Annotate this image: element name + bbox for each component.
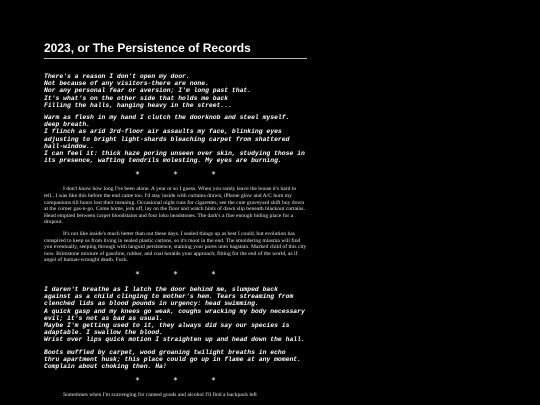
verse-line: Maybe I'm getting used to it, they always did say our species is adaptable. I swallow the blood. xyxy=(44,321,290,337)
verse-line: I flinch as arid 3rd-floor air assaults my face, blinking eyes adjusting to bright light-shards bleaching carpet from shattered hall-window.. xyxy=(44,128,290,150)
divider-asterisk: * xyxy=(173,170,178,180)
divider-asterisk: * xyxy=(135,170,140,180)
verse-line: It's what's on the other side that holds me back xyxy=(44,94,229,102)
divider-asterisk: * xyxy=(135,269,140,279)
verse-line: I can feel it: thick haze poring unseen over skin, studying those in its presence, wafting tendrils molesting. My eyes are burning. xyxy=(44,150,305,165)
verse-line: Filling the halls, hanging heavy in the street... xyxy=(44,101,232,109)
prose-paragraph: I don't know how long I've been alone. A year or so I guess. When you rarely leave the house it's hard to tell.. I was like this before the end came too. I'd stay inside with curtains drawn, iPhone glow and A/C hum my companions till hours lost their meaning. Occasional night runs for cigarettes, see the cute graveyard shift boy down at the corner gas-n-go. Come home, jerk off, lay on the floor and watch hints of dawn slip beneath blackout curtains. Head emptied between carpet bloodstains and four loko headstones. The dark's a fine enough hiding place for a dropout. xyxy=(44,186,305,226)
verse-line: Boots muffled by carpet, wood groaning twilight breaths in echo xyxy=(44,348,286,356)
verse-line: There's a reason I don't open my door. xyxy=(44,73,190,80)
verse-line: Nor any personal fear or aversion; I'm long past that. xyxy=(44,87,252,95)
section-divider xyxy=(44,270,307,280)
divider-asterisk: * xyxy=(135,376,140,386)
prose-paragraph: It's not like inside's much better than out these days. I sealed things up as best I could, but evolution has conspired to keep us from living in sealed plastic cartons, so it's moot in the end. The smoldering miasma will find you eventually, seeping through with languid persistence, staining your pores unto bagstain. Marked child of this city now. Brimstone mixture of gasoline, rubber, and coal heralds your approach; fitting for the end of the world, as if angel of human-wrought death. Fuck. xyxy=(44,231,307,264)
verse-line: A quick gasp and my knees go weak, coughs wracking my body necessary evil; it's not as bad as usual. xyxy=(44,307,305,322)
verse-stanza-3 xyxy=(44,286,307,344)
verse-line: Warm as flesh in my hand I clutch the doorknob and steel myself. deep breath. xyxy=(44,114,290,129)
verse-stanza-1 xyxy=(44,73,307,109)
section-divider xyxy=(44,376,307,386)
divider-asterisk: * xyxy=(211,170,216,180)
divider-asterisk: * xyxy=(173,269,178,279)
verse-stanza-2 xyxy=(44,114,307,164)
divider-asterisk: * xyxy=(211,376,216,386)
post-title: 2023, or The Persistence of Records xyxy=(44,41,251,55)
prose-paragraph: Sometimes when I'm scavenging for canned goods and alcohol I'll find a backpack left xyxy=(63,392,257,399)
verse-line: Not because of any visitors-there are none. xyxy=(44,80,209,88)
divider-asterisk: * xyxy=(173,376,178,386)
title-divider xyxy=(44,58,307,59)
verse-line: I daren't breathe as I latch the door behind me, slumped back against as a child clinging to mother's hem. Tears streaming from clenched lids as blood pounds in urgency: head swimming. xyxy=(44,285,294,308)
divider-asterisk: * xyxy=(211,269,216,279)
verse-line: Complain about choking then. Ha! xyxy=(44,363,167,370)
verse-line: thru apartment husk; this place could go up in flame at any moment. xyxy=(44,355,301,363)
post-body xyxy=(44,73,307,399)
section-divider xyxy=(44,170,307,180)
verse-stanza-4 xyxy=(44,349,307,371)
verse-line: Wrist over lips quick motion I straighten up and head down the hall. xyxy=(44,336,305,344)
